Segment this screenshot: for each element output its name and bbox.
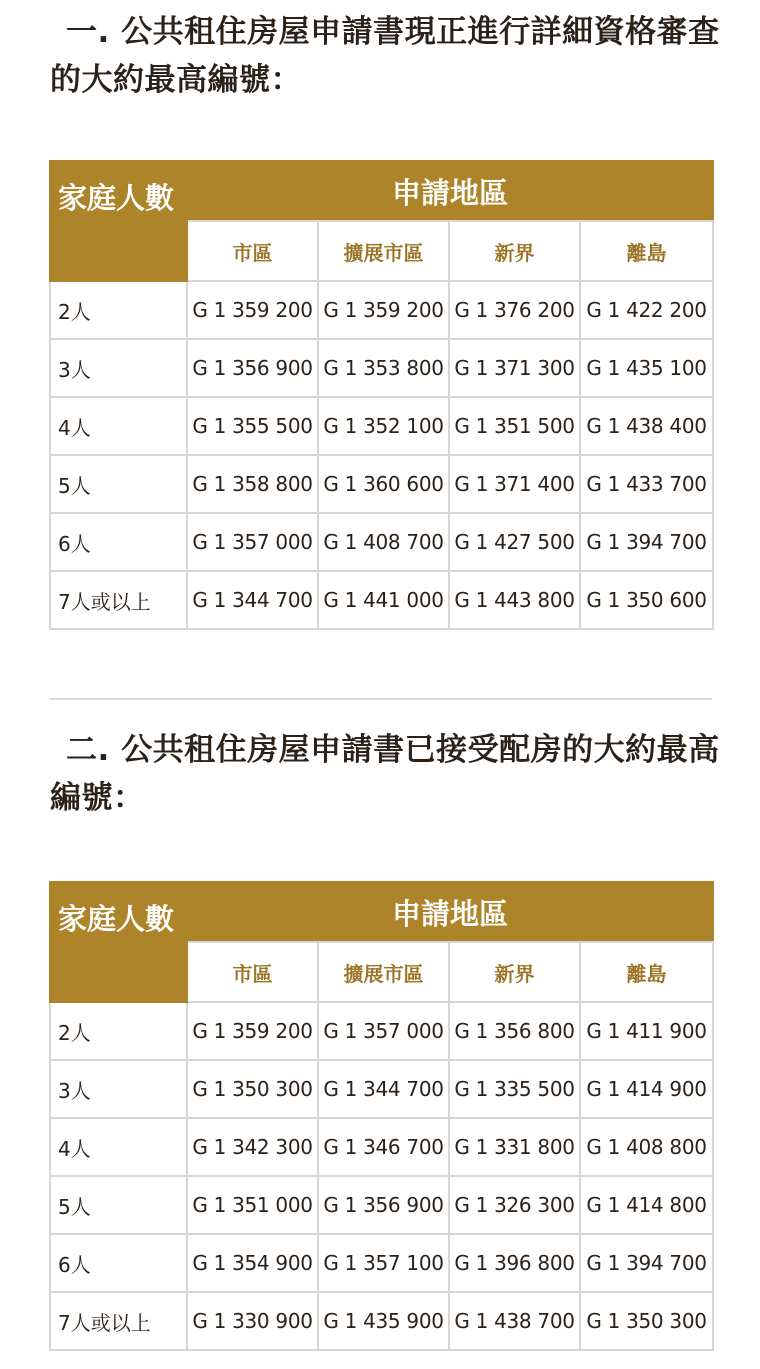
table-row [50,339,713,397]
application-number-cell: G 1 443 800 [449,571,580,629]
section-title-2: 二. 公共租住房屋申請書已接受配房的大約最高編號： [50,732,720,816]
applications-allocated-table [49,881,714,1351]
application-number-cell: G 1 354 900 [187,1234,318,1292]
household-size-label: 4人 [50,397,187,455]
application-number-cell: G 1 350 300 [580,1292,713,1350]
application-number-cell: G 1 422 200 [580,281,713,339]
application-number-cell: G 1 356 900 [318,1176,449,1234]
application-number-cell: G 1 353 800 [318,339,449,397]
application-number-cell: G 1 433 700 [580,455,713,513]
application-number-cell: G 1 357 000 [187,513,318,571]
column-header-urban: 市區 [187,221,318,281]
table-row [50,1060,713,1118]
household-size-label: 3人 [50,1060,187,1118]
household-size-label: 6人 [50,513,187,571]
application-number-cell: G 1 371 400 [449,455,580,513]
column-header-urban: 市區 [187,942,318,1002]
application-number-cell: G 1 359 200 [187,1002,318,1060]
household-size-label: 3人 [50,339,187,397]
application-number-cell: G 1 330 900 [187,1292,318,1350]
application-number-cell: G 1 394 700 [580,513,713,571]
application-number-cell: G 1 414 800 [580,1176,713,1234]
region-group-header: 申請地區 [187,882,713,942]
table-row [50,1176,713,1234]
application-number-cell: G 1 355 500 [187,397,318,455]
application-number-cell: G 1 359 200 [318,281,449,339]
application-number-cell: G 1 335 500 [449,1060,580,1118]
application-number-cell: G 1 441 000 [318,571,449,629]
application-number-cell: G 1 326 300 [449,1176,580,1234]
table-row [50,455,713,513]
household-size-label: 4人 [50,1118,187,1176]
table-row [50,1002,713,1060]
application-number-cell: G 1 376 200 [449,281,580,339]
household-size-label: 7人或以上 [50,1292,187,1350]
application-number-cell: G 1 331 800 [449,1118,580,1176]
household-size-header: 家庭人數 [50,882,187,1002]
application-number-cell: G 1 351 500 [449,397,580,455]
application-number-cell: G 1 346 700 [318,1118,449,1176]
table-row [50,397,713,455]
application-number-cell: G 1 344 700 [318,1060,449,1118]
application-number-cell: G 1 357 000 [318,1002,449,1060]
application-number-cell: G 1 435 100 [580,339,713,397]
column-header-extended-urban: 擴展市區 [318,942,449,1002]
table-row [50,513,713,571]
application-number-cell: G 1 359 200 [187,281,318,339]
application-number-cell: G 1 371 300 [449,339,580,397]
application-number-cell: G 1 351 000 [187,1176,318,1234]
application-number-cell: G 1 411 900 [580,1002,713,1060]
household-size-header: 家庭人數 [50,161,187,281]
application-number-cell: G 1 356 800 [449,1002,580,1060]
household-size-label: 5人 [50,1176,187,1234]
application-number-cell: G 1 408 800 [580,1118,713,1176]
column-header-new-territories: 新界 [449,221,580,281]
household-size-label: 2人 [50,1002,187,1060]
table-row [50,571,713,629]
application-number-cell: G 1 438 400 [580,397,713,455]
application-number-cell: G 1 427 500 [449,513,580,571]
column-header-new-territories: 新界 [449,942,580,1002]
application-number-cell: G 1 342 300 [187,1118,318,1176]
application-number-cell: G 1 358 800 [187,455,318,513]
application-number-cell: G 1 396 800 [449,1234,580,1292]
application-number-cell: G 1 344 700 [187,571,318,629]
application-number-cell: G 1 352 100 [318,397,449,455]
table-row [50,1118,713,1176]
region-group-header: 申請地區 [187,161,713,221]
application-number-cell: G 1 438 700 [449,1292,580,1350]
application-number-cell: G 1 357 100 [318,1234,449,1292]
application-number-cell: G 1 394 700 [580,1234,713,1292]
column-header-islands: 離島 [580,221,713,281]
application-number-cell: G 1 414 900 [580,1060,713,1118]
household-size-label: 2人 [50,281,187,339]
application-number-cell: G 1 350 600 [580,571,713,629]
column-header-islands: 離島 [580,942,713,1002]
column-header-extended-urban: 擴展市區 [318,221,449,281]
household-size-label: 6人 [50,1234,187,1292]
section-divider [49,698,712,700]
application-number-cell: G 1 408 700 [318,513,449,571]
table-row [50,1234,713,1292]
application-number-cell: G 1 360 600 [318,455,449,513]
table-row [50,281,713,339]
household-size-label: 7人或以上 [50,571,187,629]
application-number-cell: G 1 356 900 [187,339,318,397]
application-number-cell: G 1 435 900 [318,1292,449,1350]
application-number-cell: G 1 350 300 [187,1060,318,1118]
applications-under-vetting-table [49,160,714,630]
household-size-label: 5人 [50,455,187,513]
section-title-1: 一. 公共租住房屋申請書現正進行詳細資格審查的大約最高編號： [50,14,720,98]
table-row [50,1292,713,1350]
